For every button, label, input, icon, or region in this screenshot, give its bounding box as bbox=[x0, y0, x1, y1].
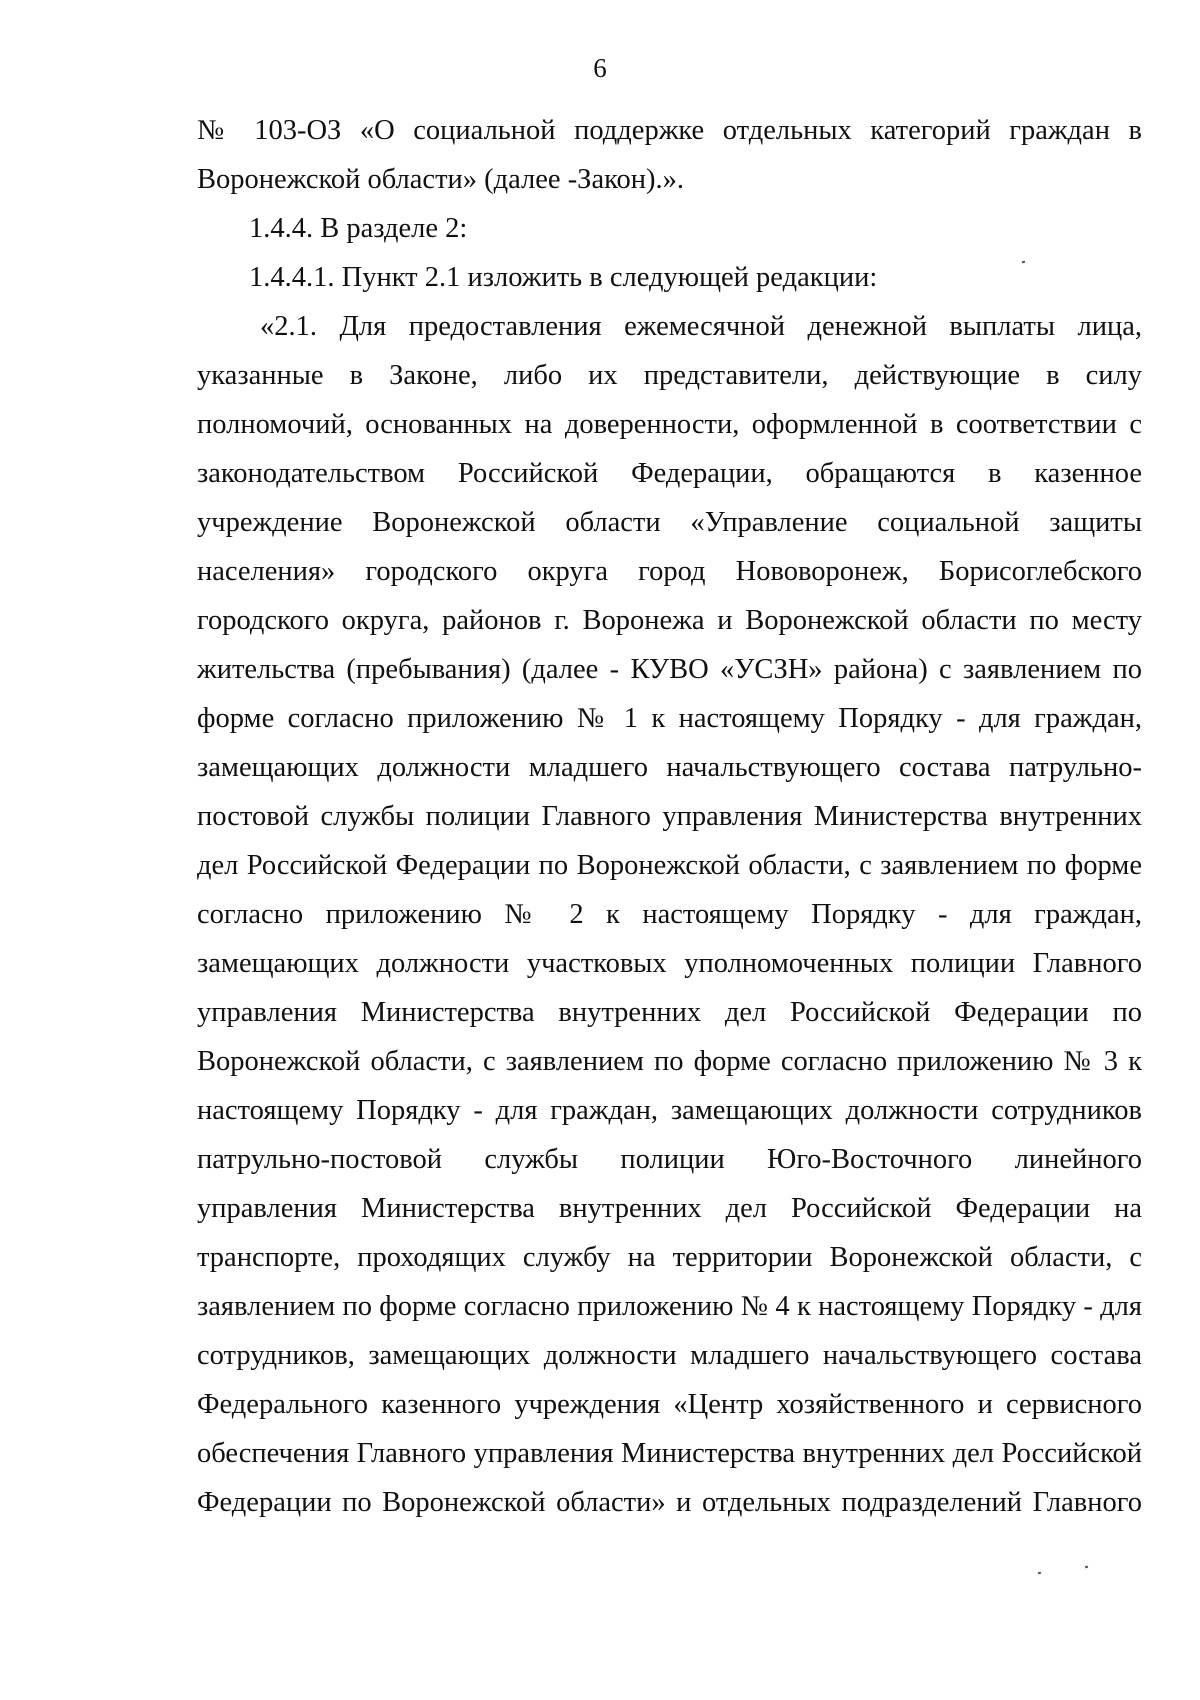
text-line: Воронежской области, с заявлением по форме согласно приложению № 3 к bbox=[197, 1046, 1142, 1077]
text-line: указанные в Законе, либо их представители, действующие в силу bbox=[197, 360, 1142, 391]
text-line: форме согласно приложению № 1 к настоящему Порядку - для граждан, bbox=[197, 703, 1142, 734]
scan-speck bbox=[1038, 1572, 1041, 1575]
text-line: жительства (пребывания) (далее - КУВО «УСЗН» района) с заявлением по bbox=[197, 654, 1142, 685]
text-line: настоящему Порядку - для граждан, замещающих должности сотрудников bbox=[197, 1095, 1142, 1126]
text-line: учреждение Воронежской области «Управление социальной защиты bbox=[197, 507, 1142, 538]
document-body bbox=[197, 106, 1142, 1527]
page-number: 6 bbox=[593, 53, 607, 83]
text-line: заявлением по форме согласно приложению № 4 к настоящему Порядку - для bbox=[197, 1291, 1142, 1322]
text-line: полномочий, основанных на доверенности, оформленной в соответствии с bbox=[197, 409, 1142, 440]
text-line: «2.1. Для предоставления ежемесячной денежной выплаты лица, bbox=[260, 311, 1142, 342]
section-heading: 1.4.4. В разделе 2: bbox=[249, 213, 468, 244]
text-line: управления Министерства внутренних дел Российской Федерации по bbox=[197, 997, 1142, 1028]
text-line: Воронежской области» (далее -Закон).». bbox=[197, 164, 685, 195]
text-line: сотрудников, замещающих должности младшего начальствующего состава bbox=[197, 1340, 1142, 1371]
text-line: замещающих должности младшего начальствующего состава патрульно- bbox=[197, 752, 1142, 783]
text-line: законодательством Российской Федерации, обращаются в казенное bbox=[197, 458, 1142, 489]
text-line: населения» городского округа город Нововоронеж, Борисоглебского bbox=[197, 556, 1142, 587]
text-line: замещающих должности участковых уполномоченных полиции Главного bbox=[197, 948, 1142, 979]
text-line: Федерации по Воронежской области» и отдельных подразделений Главного bbox=[197, 1487, 1142, 1518]
text-line: городского округа, районов г. Воронежа и Воронежской области по месту bbox=[197, 605, 1142, 636]
subsection-heading: 1.4.4.1. Пункт 2.1 изложить в следующей редакции: bbox=[249, 262, 878, 293]
scan-speck bbox=[1085, 1566, 1088, 1569]
text-line: Федерального казенного учреждения «Центр хозяйственного и сервисного bbox=[197, 1389, 1142, 1420]
text-line: постовой службы полиции Главного управления Министерства внутренних bbox=[197, 801, 1142, 832]
text-line: согласно приложению № 2 к настоящему Порядку - для граждан, bbox=[197, 899, 1142, 930]
text-line: управления Министерства внутренних дел Российской Федерации на bbox=[197, 1193, 1142, 1224]
text-line: дел Российской Федерации по Воронежской области, с заявлением по форме bbox=[197, 850, 1142, 881]
text-line: обеспечения Главного управления Министерства внутренних дел Российской bbox=[197, 1438, 1142, 1469]
text-line: патрульно-постовой службы полиции Юго-Восточного линейного bbox=[197, 1144, 1142, 1175]
text-line: транспорте, проходящих службу на территории Воронежской области, с bbox=[197, 1242, 1142, 1273]
text-line: № 103-ОЗ «О социальной поддержке отдельных категорий граждан в bbox=[197, 115, 1142, 146]
